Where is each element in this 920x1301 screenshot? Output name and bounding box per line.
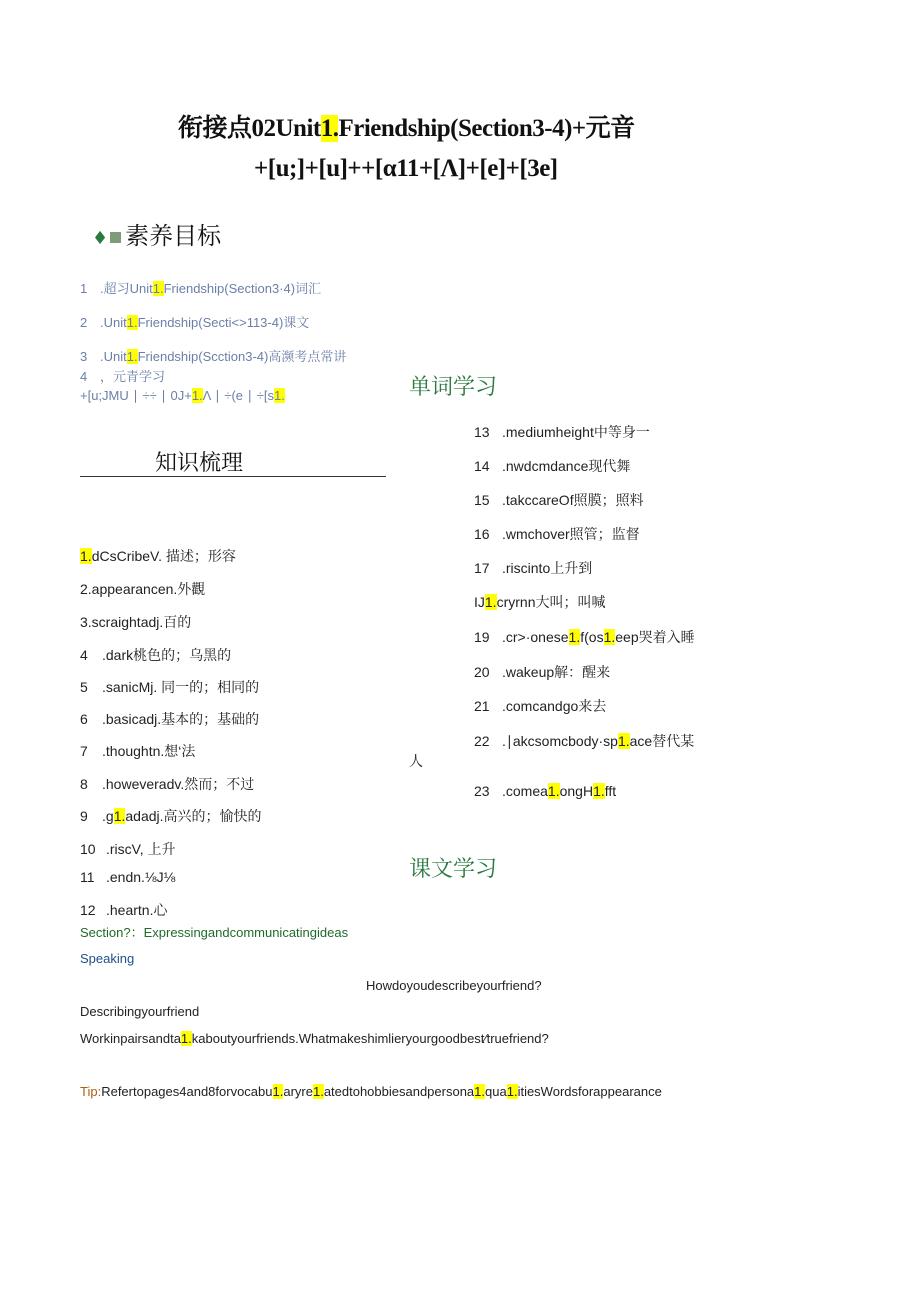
speaking-label: Speaking bbox=[80, 951, 135, 966]
vocab-item-1: 1.dCsCribeV. 描述；形容 bbox=[80, 548, 236, 564]
knowledge-heading: 知识梳理 bbox=[155, 451, 244, 476]
vocab-item-21: 21 .comcandgo来去 bbox=[474, 698, 607, 714]
goals-heading: ♦ 素养目标 bbox=[92, 222, 222, 250]
vocab-item-5: 5 .sanicMj. 同一的；相同的 bbox=[80, 679, 260, 695]
describing-line: Describingyourfriend bbox=[80, 1004, 200, 1019]
goal-item-1: 1 .超习Unit1.Friendship(Section3·4)词汇 bbox=[80, 281, 322, 296]
doc-title-line1: 衔接点02Unit1.Friendship(Section3-4)+元音 bbox=[178, 115, 635, 142]
vocab-item-13: 13 .mediumheight中等身一 bbox=[474, 424, 650, 440]
question-line: Howdoyoudescribeyourfriend? bbox=[366, 978, 542, 993]
vocab-item-18: IJ1.cryrnn大叫；叫喊 bbox=[474, 594, 606, 610]
text-study-heading: 课文学习 bbox=[409, 857, 498, 882]
vocab-item-8: 8 .howeveradv.然而；不过 bbox=[80, 776, 255, 792]
vocab-item-11: 11 .endn.⅛J⅛ bbox=[80, 869, 176, 885]
goal-item-3: 3 .Unit1.Friendship(Scction3-4)高濒考点常讲 bbox=[80, 349, 347, 364]
vocab-item-3: 3.scraightadj.百的 bbox=[80, 614, 192, 630]
highlight-mark: 1. bbox=[320, 115, 339, 142]
goal-item-4: 4 ，元青学习 bbox=[80, 369, 166, 384]
vocab-item-14: 14 .nwdcmdance现代舞 bbox=[474, 458, 631, 474]
vocab-item-22-wrap: 人 bbox=[409, 753, 423, 769]
vocab-item-16: 16 .wmchover照管；监督 bbox=[474, 526, 640, 542]
words-heading: 单词学习 bbox=[409, 375, 498, 400]
vocab-item-10: 10 .riscV, 上升 bbox=[80, 841, 176, 857]
vocab-item-4: 4 .dark桃色的；乌黑的 bbox=[80, 647, 232, 663]
vocab-item-19: 19 .cr>·onese1.f(os1.eep哭着入睡 bbox=[474, 629, 695, 645]
work-instruction: Workinpairsandta1.kaboutyourfriends.Whatmakeshimlieryourgoodbest∕truefriend? bbox=[80, 1031, 549, 1046]
section-line: Section?：Expressingandcommunicatingideas bbox=[80, 925, 349, 940]
vocab-item-6: 6 .basicadj.基本的；基础的 bbox=[80, 711, 260, 727]
diamond-bullet-icon: ♦ bbox=[92, 228, 109, 249]
tip-line: Tip:Refertopages4and8forvocabu1.aryre1.atedtohobbiesandpersona1.qua1.itiesWordsforappearance bbox=[80, 1084, 662, 1099]
vocab-item-17: 17 .riscinto上升到 bbox=[474, 560, 593, 576]
heading-divider bbox=[80, 476, 386, 477]
vocab-item-23: 23 .comea1.ongH1.fft bbox=[474, 783, 617, 799]
vocab-item-7: 7 .thoughtn.想‘法 bbox=[80, 743, 196, 759]
vocab-item-9: 9 .g1.adadj.高兴的；愉快的 bbox=[80, 808, 262, 824]
phonetics-line: +[u;JMU ∣ ÷÷ ∣ 0J+1.Λ ∣ ÷(e ∣ ÷[s1. bbox=[80, 388, 285, 403]
doc-title-line2: +[u;]+[u]++[α11+[Λ]+[e]+[3e] bbox=[254, 155, 558, 182]
vocab-item-15: 15 .takccareOf照膜；照料 bbox=[474, 492, 644, 508]
square-bullet-icon bbox=[110, 232, 121, 243]
goal-item-2: 2 .Unit1.Friendship(Secti<>113-4)课文 bbox=[80, 315, 310, 330]
vocab-item-20: 20 .wakeup解：醒来 bbox=[474, 664, 611, 680]
vocab-item-12: 12 .heartn.心 bbox=[80, 902, 168, 918]
vocab-item-22: 22 .∣akcsomcbody·sp1.ace替代某 bbox=[474, 733, 695, 749]
vocab-item-2: 2.appearancen.外觀 bbox=[80, 581, 206, 597]
